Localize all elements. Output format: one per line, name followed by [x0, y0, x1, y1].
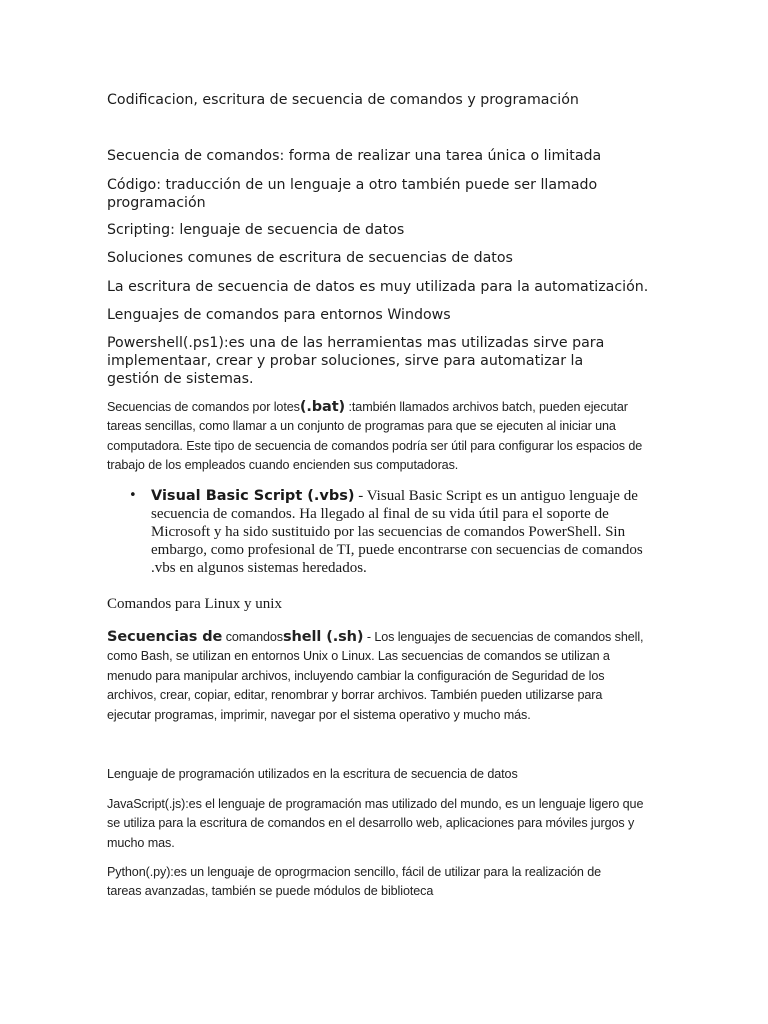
paragraph-scripting: Scripting: lenguaje de secuencia de datos [107, 222, 405, 238]
bat-description: :también llamados archivos batch, pueden ejecutar tareas sencillas, como llamar a un conjunto de programas para que se ejecuten al iniciar una computadora. Este tipo de secuencia de comandos podría ser útil para configurar los espacios de trabajo de los empleados cuando encienden sus computadoras. [107, 400, 643, 473]
bat-extension: (.bat) [299, 399, 346, 415]
paragraph-secuencia: Secuencia de comandos: forma de realizar una tarea única o limitada [107, 148, 602, 164]
vbs-extension: Visual Basic Script (.vbs) [151, 488, 355, 504]
paragraph-javascript: JavaScript(.js):es el lenguaje de programación mas utilizado del mundo, es un lenguaje ligero que se utiliza para la escritura de comandos en el desarrollo web, aplicaciones para móviles jurgos y mucho mas. [107, 797, 644, 850]
paragraph-bat [107, 398, 652, 476]
document-title: Codificacion, escritura de secuencia de comandos y programación [107, 92, 579, 108]
paragraph-codigo: Código: traducción de un lenguaje a otro también puede ser llamado programación [107, 177, 598, 211]
heading-linux: Comandos para Linux y unix [107, 596, 282, 612]
heading-programacion: Lenguaje de programación utilizados en la escritura de secuencia de datos [107, 767, 518, 781]
bullet-icon: • [129, 488, 137, 503]
paragraph-sh [107, 628, 647, 725]
paragraph-python: Python(.py):es un lenguaje de oprogrmacion sencillo, fácil de utilizar para la realización de tareas avanzadas, también se puede módulos de biblioteca [107, 865, 602, 899]
vbs-description: - Visual Basic Script es un antiguo lenguaje de secuencia de comandos. Ha llegado al final de su vida útil para el soporte de Microsoft y ha sido sustituido por las secuencias de comandos PowerShell. Sin embargo, como profesional de TI, puede encontrarse con secuencias de comandos .vbs en algunos sistemas heredados. [151, 488, 643, 576]
sh-extension: shell (.sh) [283, 629, 364, 645]
sh-comandos: comandos [222, 630, 284, 644]
bat-lead: Secuencias de comandos por lotes [107, 400, 300, 414]
sh-lead: Secuencias de [107, 629, 223, 645]
paragraph-powershell: Powershell(.ps1):es una de las herramientas mas utilizadas sirve para implementaar, crear y probar soluciones, sirve para automatizar la gestión de sistemas. [107, 335, 605, 387]
paragraph-soluciones: Soluciones comunes de escritura de secuencias de datos [107, 250, 513, 266]
list-item-vbs [129, 487, 661, 577]
paragraph-automatizacion: La escritura de secuencia de datos es muy utilizada para la automatización. [107, 279, 649, 295]
sh-description: - Los lenguajes de secuencias de comandos shell, como Bash, se utilizan en entornos Unix o Linux. Las secuencias de comandos se utilizan a menudo para manipular archivos, incluyendo cambiar la configuración de Seguridad de los archivos, crear, copiar, editar, renombrar y borrar archivos. También pueden utilizarse para ejecutar programas, imprimir, navegar por el sistema operativo y mucho más. [107, 630, 644, 722]
paragraph-windows: Lenguajes de comandos para entornos Windows [107, 307, 451, 323]
